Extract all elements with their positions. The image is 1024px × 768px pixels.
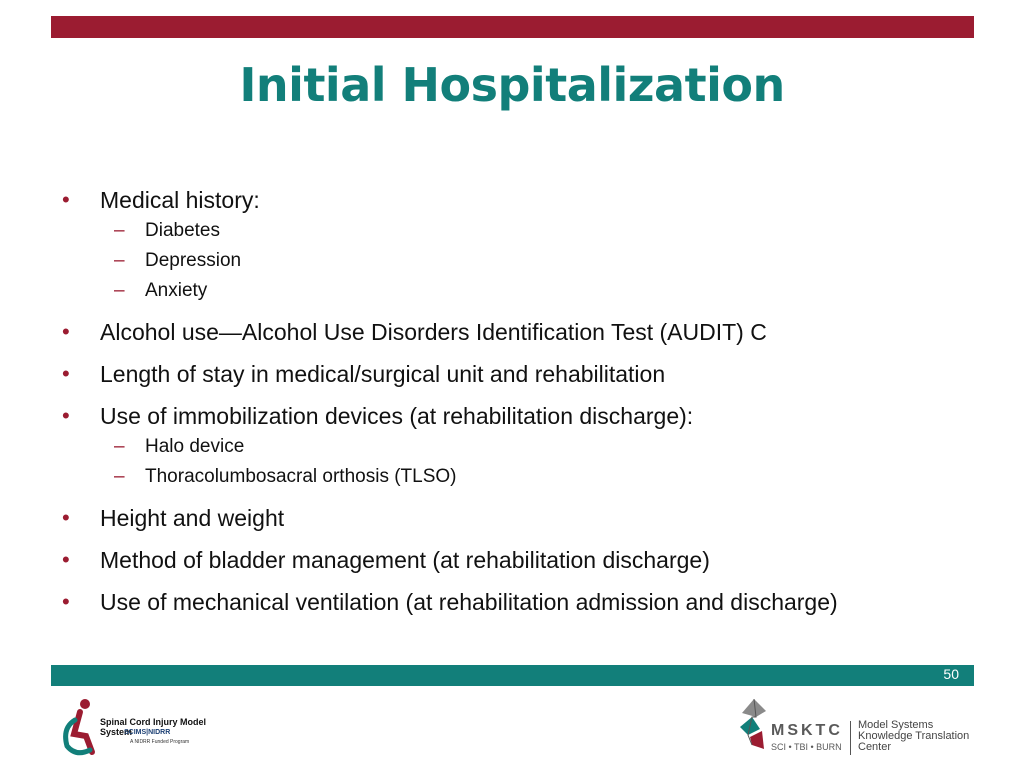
scims-logo bbox=[58, 690, 238, 760]
bullet-text: Length of stay in medical/surgical unit and rehabilitation bbox=[100, 361, 666, 387]
bullet-text: Use of immobilization devices (at rehabilitation discharge): bbox=[100, 403, 694, 429]
slide-title: Initial Hospitalization bbox=[239, 58, 785, 112]
dash-icon: – bbox=[114, 280, 125, 301]
bullet-dot-icon: • bbox=[62, 319, 70, 344]
bullet-text: Alcohol use—Alcohol Use Disorders Identification Test (AUDIT) C bbox=[100, 319, 767, 345]
sub-bullet-item bbox=[62, 432, 982, 462]
bullet-text: Height and weight bbox=[100, 505, 285, 531]
top-accent-bar bbox=[51, 16, 974, 38]
sub-bullet-item bbox=[62, 276, 982, 306]
bullet-dot-icon: • bbox=[62, 589, 70, 614]
sub-bullet-text: Depression bbox=[145, 250, 242, 271]
bullet-dot-icon: • bbox=[62, 505, 70, 530]
bullet-item bbox=[62, 316, 982, 348]
bottom-accent-bar bbox=[51, 665, 974, 686]
bullet-dot-icon: • bbox=[62, 361, 70, 386]
sub-bullet-item bbox=[62, 246, 982, 276]
sub-bullet-text: Anxiety bbox=[145, 280, 208, 301]
bullet-item bbox=[62, 502, 982, 534]
bullet-dot-icon: • bbox=[62, 403, 70, 428]
dash-icon: – bbox=[114, 220, 125, 241]
bullet-item bbox=[62, 358, 982, 390]
msktc-subtitle: SCI • TBI • BURN bbox=[771, 742, 842, 752]
sub-bullet-item bbox=[62, 216, 982, 246]
msktc-description: Model Systems Knowledge Translation Center bbox=[858, 719, 970, 753]
bullet-text: Use of mechanical ventilation (at rehabilitation admission and discharge) bbox=[100, 589, 838, 615]
bullet-item bbox=[62, 184, 982, 216]
bullet-list bbox=[62, 184, 982, 618]
wheelchair-figure-icon bbox=[58, 690, 102, 760]
scims-note: A NIDRR Funded Program bbox=[130, 739, 190, 745]
dash-icon: – bbox=[114, 250, 125, 271]
bullet-item bbox=[62, 586, 982, 618]
msktc-name: MSKTC bbox=[771, 722, 843, 739]
bullet-text: Medical history: bbox=[100, 187, 260, 213]
sub-bullet-text: Halo device bbox=[145, 436, 245, 457]
sub-bullet-item bbox=[62, 462, 982, 492]
bullet-text: Method of bladder management (at rehabilitation discharge) bbox=[100, 547, 710, 573]
bullet-dot-icon: • bbox=[62, 187, 70, 212]
page-number: 50 bbox=[943, 666, 959, 682]
bullet-dot-icon: • bbox=[62, 547, 70, 572]
msktc-divider bbox=[850, 721, 851, 755]
scims-subtitle: SCIMS|NIDRR bbox=[124, 729, 171, 736]
sub-bullet-text: Thoracolumbosacral orthosis (TLSO) bbox=[145, 466, 457, 487]
dash-icon: – bbox=[114, 436, 125, 457]
dash-icon: – bbox=[114, 466, 125, 487]
bullet-item bbox=[62, 544, 982, 576]
mesh-star-icon bbox=[738, 693, 770, 757]
sub-bullet-text: Diabetes bbox=[145, 220, 220, 241]
scims-title: Spinal Cord Injury Model System bbox=[100, 717, 207, 737]
bullet-item bbox=[62, 400, 982, 432]
msktc-logo bbox=[738, 693, 988, 763]
